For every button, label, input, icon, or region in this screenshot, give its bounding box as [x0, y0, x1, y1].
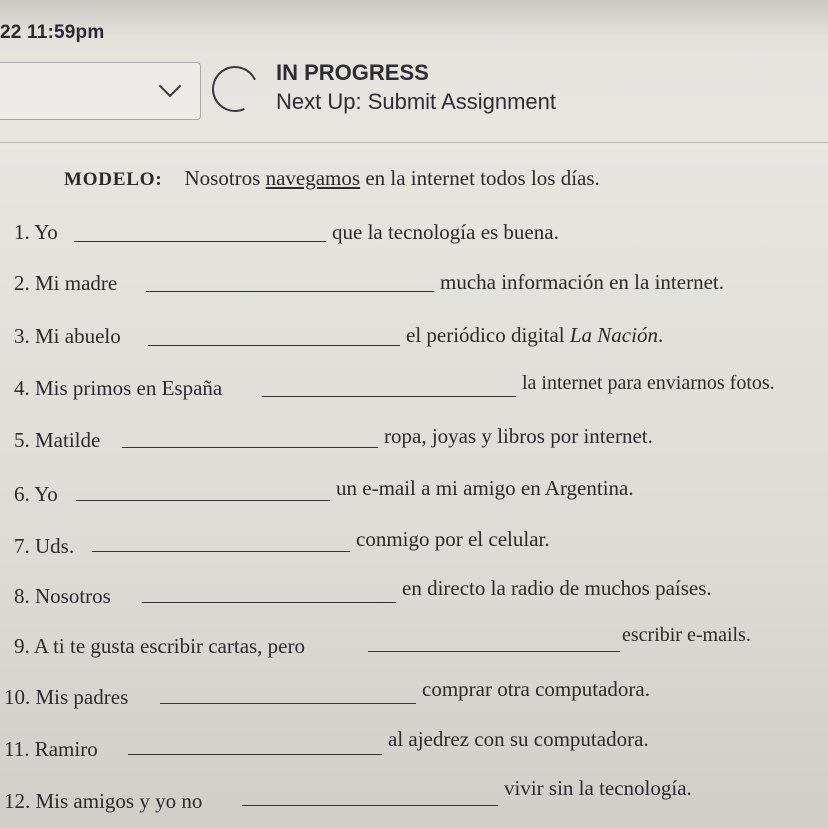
- item-subject: Mi abuelo: [35, 324, 121, 348]
- exercise-item-10: [4, 685, 128, 710]
- item-number: 7.: [14, 534, 30, 558]
- item-number: 12.: [4, 789, 31, 813]
- answer-blank-2[interactable]: [146, 291, 434, 292]
- item-subject: A ti te gusta escribir cartas, pero: [33, 634, 305, 658]
- exercise-item-4: [14, 376, 222, 401]
- exercise-item-6: [14, 482, 58, 507]
- answer-blank-9[interactable]: [368, 651, 620, 652]
- item-number: 6.: [14, 482, 30, 506]
- answer-blank-11[interactable]: [128, 754, 382, 755]
- item-subject: Mi madre: [35, 271, 118, 295]
- answer-blank-12[interactable]: [242, 805, 498, 806]
- item-rest: un e-mail a mi amigo en Argentina.: [336, 476, 634, 500]
- modelo-example: [64, 166, 600, 191]
- item-subject: Matilde: [35, 428, 101, 452]
- item-number: 10.: [4, 685, 31, 709]
- item-subject: Mis padres: [35, 685, 129, 709]
- item-subject: Nosotros: [35, 584, 111, 608]
- item-number: 1.: [14, 220, 30, 244]
- exercise-item-11: [4, 737, 98, 762]
- item-rest-3: [406, 323, 663, 348]
- answer-blank-4[interactable]: [262, 396, 516, 397]
- item-rest: el periódico digital: [406, 323, 570, 347]
- exercise-item-8: [14, 584, 111, 609]
- exercise-item-5: [14, 428, 100, 453]
- item-rest: ropa, joyas y libros por internet.: [384, 424, 653, 448]
- newspaper-title: La Nación: [569, 323, 658, 347]
- answer-blank-7[interactable]: [92, 551, 350, 552]
- item-subject: Mis primos en España: [35, 376, 223, 400]
- item-rest: en directo la radio de muchos países.: [402, 576, 712, 600]
- item-number: 3.: [14, 324, 30, 348]
- item-subject: Ramiro: [34, 737, 98, 761]
- answer-blank-3[interactable]: [148, 345, 400, 346]
- answer-blank-8[interactable]: [142, 602, 396, 603]
- exercise-item-9: [14, 634, 305, 659]
- exercise-item-3: [14, 324, 121, 349]
- item-rest-end: .: [657, 323, 664, 347]
- exercise-item-7: [14, 534, 74, 559]
- item-rest: que la tecnología es buena.: [332, 220, 559, 244]
- item-rest: mucha información en la internet.: [440, 270, 724, 294]
- modelo-pre: Nosotros: [184, 166, 266, 190]
- answer-blank-6[interactable]: [76, 500, 330, 501]
- item-number: 8.: [14, 584, 30, 608]
- item-number: 9.: [14, 634, 30, 658]
- item-subject: Yo: [34, 482, 58, 506]
- status-title: IN PROGRESS: [276, 60, 429, 85]
- answer-blank-1[interactable]: [74, 241, 326, 242]
- item-number: 5.: [14, 428, 30, 452]
- item-rest: comprar otra computadora.: [422, 677, 650, 701]
- item-subject: Mis amigos y yo no: [35, 789, 203, 813]
- exercise-item-2: [14, 271, 117, 296]
- modelo-post: en la internet todos los días.: [360, 166, 600, 190]
- exercise-item-12: [4, 789, 202, 814]
- item-number: 4.: [14, 376, 30, 400]
- divider: [0, 142, 828, 143]
- item-number: 2.: [14, 271, 30, 295]
- item-rest: escribir e-mails.: [622, 624, 751, 646]
- answer-blank-10[interactable]: [160, 703, 416, 704]
- exercise-item-1: [14, 220, 58, 245]
- item-rest: la internet para enviarnos fotos.: [522, 372, 775, 394]
- item-rest: conmigo por el celular.: [356, 527, 550, 551]
- modelo-verb: navegamos: [265, 166, 361, 190]
- item-subject: Uds.: [35, 534, 75, 558]
- modelo-label: MODELO:: [64, 169, 163, 190]
- answer-blank-5[interactable]: [122, 447, 378, 448]
- item-rest: al ajedrez con su computadora.: [388, 727, 649, 751]
- due-date-text: 22 11:59pm: [0, 22, 105, 43]
- item-number: 11.: [4, 737, 30, 761]
- item-subject: Yo: [34, 220, 58, 244]
- next-step-text: Next Up: Submit Assignment: [276, 89, 557, 114]
- item-rest: vivir sin la tecnología.: [504, 776, 692, 800]
